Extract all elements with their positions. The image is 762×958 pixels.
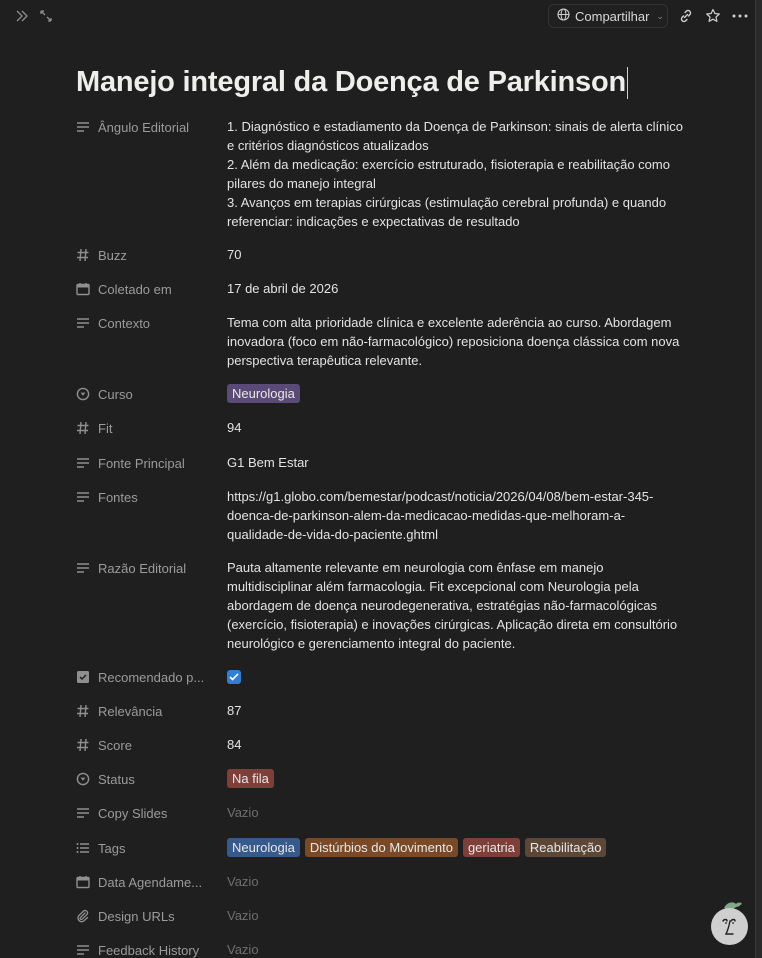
share-button[interactable]	[548, 4, 668, 28]
data-agendame-value: Vazio	[227, 874, 259, 889]
share-label: Compartilhar	[575, 8, 650, 24]
tag-chip[interactable]: Reabilitação	[525, 838, 607, 857]
text-line: Tema com alta prioridade clínica e excelente aderência ao curso. Abordagem	[227, 315, 672, 330]
text-line: perspectiva terapêutica relevante.	[227, 353, 423, 368]
status-tag[interactable]: Na fila	[227, 769, 274, 788]
contexto-label[interactable]	[76, 313, 216, 333]
score-value: 84	[227, 737, 242, 752]
globe-icon	[557, 8, 570, 24]
notion-ai-face-icon	[720, 916, 740, 938]
tags-label[interactable]	[76, 838, 216, 858]
hash-icon	[76, 421, 90, 435]
text-lines-icon	[76, 943, 90, 957]
star-icon[interactable]	[703, 6, 723, 26]
property-name: Feedback History	[98, 942, 200, 958]
select-icon	[76, 387, 90, 401]
tag-chip[interactable]: geriatria	[463, 838, 520, 857]
text-lines-icon	[76, 561, 90, 575]
buzz-field[interactable]	[227, 245, 687, 264]
fontes-field[interactable]	[227, 487, 687, 544]
angulo-editorial-label[interactable]	[76, 117, 216, 137]
text-lines-icon	[76, 490, 90, 504]
text-line: abordagem de doença neurodegenerativa, estratégias não-farmacológicas	[227, 598, 658, 613]
tag-chip[interactable]: Distúrbios do Movimento	[305, 838, 458, 857]
paperclip-icon	[76, 909, 90, 923]
feedback-history-value: Vazio	[227, 942, 259, 957]
text-line: pilares do manejo integral	[227, 176, 376, 191]
text-line: multidisciplinar além farmacologia. Fit excepcional com Neurologia pela	[227, 579, 639, 594]
text-line: 2. Além da medicação: exercício estruturado, fisioterapia e reabilitação como	[227, 157, 670, 172]
property-name: Data Agendame...	[98, 874, 203, 890]
score-field[interactable]	[227, 735, 687, 754]
calendar-icon	[76, 282, 90, 296]
hash-icon	[76, 248, 90, 262]
text-line: inovadora (foco em não-farmacológico) reposiciona doença clássica com nova	[227, 334, 680, 349]
checkbox-icon	[76, 670, 90, 684]
list-icon	[76, 841, 90, 855]
design-urls-label[interactable]	[76, 906, 216, 926]
fit-label[interactable]	[76, 418, 216, 438]
curso-field[interactable]	[227, 384, 687, 403]
property-name: Ângulo Editorial	[98, 119, 190, 135]
property-name: Buzz	[98, 247, 127, 263]
property-name: Relevância	[98, 703, 163, 719]
text-line: 3. Avanços em terapias cirúrgicas (estimulação cerebral profunda) e quando	[227, 195, 667, 210]
property-name: Razão Editorial	[98, 560, 187, 576]
link-icon[interactable]	[676, 6, 696, 26]
status-field[interactable]	[227, 769, 687, 788]
feedback-history-label[interactable]	[76, 940, 216, 958]
coletado-em-value: 17 de abril de 2026	[227, 281, 339, 296]
feedback-history-field[interactable]	[227, 940, 687, 958]
calendar-icon	[76, 875, 90, 889]
check-icon	[229, 673, 239, 681]
copy-slides-field[interactable]	[227, 803, 687, 822]
copy-slides-value: Vazio	[227, 805, 259, 820]
fit-value: 94	[227, 420, 242, 435]
tag-chip[interactable]: Neurologia	[227, 838, 300, 857]
text-line: https://g1.globo.com/bemestar/podcast/noticia/2026/04/08/bem-estar-345-	[227, 489, 654, 504]
text-line: qualidade-de-vida-do-paciente.ghtml	[227, 527, 439, 542]
fontes-label[interactable]	[76, 487, 216, 507]
page-title[interactable]: Manejo integral da Doença de Parkinson	[76, 66, 626, 98]
window-edge	[755, 0, 762, 958]
score-label[interactable]	[76, 735, 216, 755]
text-line: doenca-de-parkinson-alem-da-medicacao-medidas-que-melhoram-a-	[227, 508, 626, 523]
design-urls-value: Vazio	[227, 908, 259, 923]
property-name: Curso	[98, 386, 133, 402]
coletado-em-label[interactable]	[76, 279, 216, 299]
text-lines-icon	[76, 456, 90, 470]
more-horizontal-icon[interactable]	[730, 6, 750, 26]
relevancia-field[interactable]	[227, 701, 687, 720]
recomendado-p-label[interactable]	[76, 667, 216, 687]
property-name: Contexto	[98, 315, 151, 331]
text-caret	[627, 67, 628, 99]
hash-icon	[76, 738, 90, 752]
text-line: 1. Diagnóstico e estadiamento da Doença de Parkinson: sinais de alerta clínico	[227, 119, 683, 134]
property-name: Coletado em	[98, 281, 172, 297]
property-name: Fontes	[98, 489, 138, 505]
text-line: (exercício, fisioterapia) e inovações cirúrgicas. Aplicação direta em consultório	[227, 617, 678, 632]
curso-label[interactable]	[76, 384, 216, 404]
buzz-label[interactable]	[76, 245, 216, 265]
recomendado-p-field[interactable]	[227, 667, 687, 684]
text-line: referenciar: indicações e expectativas de resultado	[227, 214, 520, 229]
relevancia-value: 87	[227, 703, 242, 718]
property-name: Fit	[98, 420, 113, 436]
property-name: Status	[98, 771, 135, 787]
property-name: Tags	[98, 840, 126, 856]
property-name: Design URLs	[98, 908, 175, 924]
angulo-editorial-field[interactable]	[227, 117, 687, 231]
property-name: Copy Slides	[98, 805, 168, 821]
property-name: Score	[98, 737, 132, 753]
data-agendame-field[interactable]	[227, 872, 687, 891]
expand-diagonal-icon[interactable]	[36, 6, 56, 26]
property-name: Fonte Principal	[98, 455, 185, 471]
buzz-value: 70	[227, 247, 242, 262]
design-urls-field[interactable]	[227, 906, 687, 925]
contexto-field[interactable]	[227, 313, 687, 370]
relevancia-label[interactable]	[76, 701, 216, 721]
status-label[interactable]	[76, 769, 216, 789]
fonte-principal-value: G1 Bem Estar	[227, 455, 309, 470]
top-bar	[0, 0, 755, 32]
copy-slides-label[interactable]	[76, 803, 216, 823]
text-line: neurológico e gerenciamento integral do paciente.	[227, 636, 516, 651]
curso-tag[interactable]: Neurologia	[227, 384, 300, 403]
select-icon	[76, 772, 90, 786]
chevron-down-icon: ⌄	[656, 10, 664, 21]
coletado-em-field[interactable]	[227, 279, 687, 298]
text-lines-icon	[76, 120, 90, 134]
text-line: Pauta altamente relevante em neurologia com ênfase em manejo	[227, 560, 604, 575]
razao-editorial-label[interactable]	[76, 558, 216, 578]
double-chevron-right-icon[interactable]	[12, 6, 32, 26]
tags-field[interactable]	[227, 838, 687, 857]
recommended-checkbox[interactable]	[227, 670, 241, 684]
fit-field[interactable]	[227, 418, 687, 437]
text-lines-icon	[76, 316, 90, 330]
ai-assistant-button[interactable]	[711, 908, 748, 945]
property-name: Recomendado p...	[98, 669, 205, 685]
text-line: e critérios diagnósticos atualizados	[227, 138, 429, 153]
fonte-principal-label[interactable]	[76, 453, 216, 473]
hash-icon	[76, 704, 90, 718]
text-lines-icon	[76, 806, 90, 820]
fonte-principal-field[interactable]	[227, 453, 687, 472]
razao-editorial-field[interactable]	[227, 558, 687, 653]
data-agendame-label[interactable]	[76, 872, 216, 892]
